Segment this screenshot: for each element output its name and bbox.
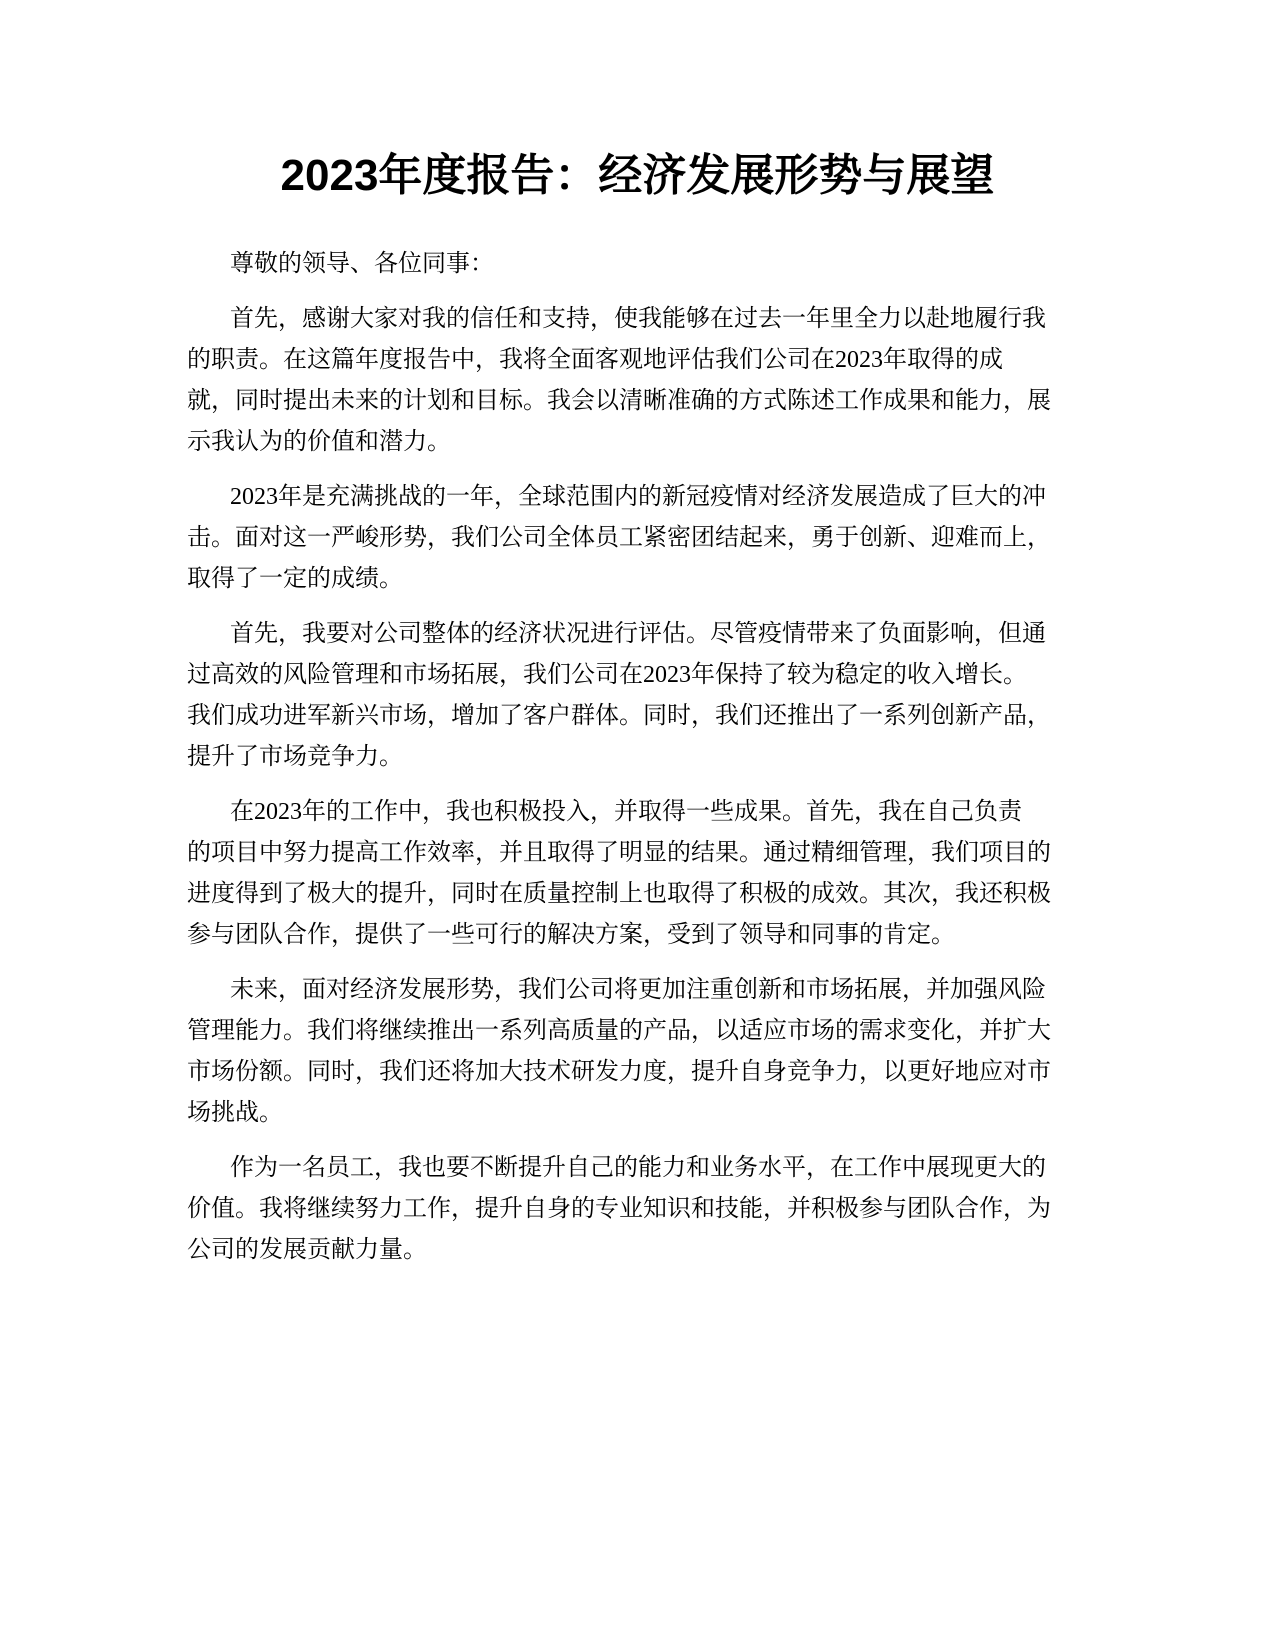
paragraph-1 bbox=[187, 299, 1087, 463]
paragraph-line: 进度得到了极大的提升，同时在质量控制上也取得了积极的成效。其次，我还积极 bbox=[187, 881, 1051, 907]
paragraph-line: 示我认为的价值和潜力。 bbox=[187, 429, 451, 455]
paragraph-line: 提升了市场竞争力。 bbox=[187, 744, 403, 770]
paragraph-6 bbox=[187, 1148, 1087, 1271]
paragraph-line: 2023年是充满挑战的一年，全球范围内的新冠疫情对经济发展造成了巨大的冲 bbox=[230, 484, 1046, 510]
paragraph-line: 首先，我要对公司整体的经济状况进行评估。尽管疫情带来了负面影响，但通 bbox=[230, 621, 1046, 647]
paragraph-3 bbox=[187, 614, 1087, 778]
paragraph-line: 公司的发展贡献力量。 bbox=[187, 1237, 427, 1263]
paragraph-line: 取得了一定的成绩。 bbox=[187, 566, 403, 592]
paragraph-line: 价值。我将继续努力工作，提升自身的专业知识和技能，并积极参与团队合作，为 bbox=[187, 1196, 1051, 1222]
paragraph-line: 就，同时提出未来的计划和目标。我会以清晰准确的方式陈述工作成果和能力，展 bbox=[187, 388, 1051, 414]
paragraph-line: 过高效的风险管理和市场拓展，我们公司在2023年保持了较为稳定的收入增长。 bbox=[187, 662, 1027, 688]
paragraph-line: 击。面对这一严峻形势，我们公司全体员工紧密团结起来，勇于创新、迎难而上， bbox=[187, 525, 1051, 551]
paragraph-line: 在2023年的工作中，我也积极投入，并取得一些成果。首先，我在自己负责 bbox=[230, 799, 1022, 825]
paragraph-line: 作为一名员工，我也要不断提升自己的能力和业务水平，在工作中展现更大的 bbox=[230, 1155, 1046, 1181]
paragraph-4 bbox=[187, 792, 1087, 956]
paragraph-5 bbox=[187, 970, 1087, 1134]
salutation: 尊敬的领导、各位同事： bbox=[230, 251, 494, 277]
document-title: 2023年度报告：经济发展形势与展望 bbox=[280, 151, 995, 200]
paragraph-line: 管理能力。我们将继续推出一系列高质量的产品，以适应市场的需求变化，并扩大 bbox=[187, 1018, 1051, 1044]
paragraph-line: 我们成功进军新兴市场，增加了客户群体。同时，我们还推出了一系列创新产品， bbox=[187, 703, 1051, 729]
paragraph-line: 未来，面对经济发展形势，我们公司将更加注重创新和市场拓展，并加强风险 bbox=[230, 977, 1046, 1003]
paragraph-line: 市场份额。同时，我们还将加大技术研发力度，提升自身竞争力，以更好地应对市 bbox=[187, 1059, 1051, 1085]
paragraph-2 bbox=[187, 477, 1087, 600]
paragraph-line: 参与团队合作，提供了一些可行的解决方案，受到了领导和同事的肯定。 bbox=[187, 922, 955, 948]
document-body bbox=[187, 244, 1087, 1285]
paragraph-line: 的职责。在这篇年度报告中，我将全面客观地评估我们公司在2023年取得的成 bbox=[187, 347, 1003, 373]
paragraph-line: 的项目中努力提高工作效率，并且取得了明显的结果。通过精细管理，我们项目的 bbox=[187, 840, 1051, 866]
paragraph-line: 场挑战。 bbox=[187, 1100, 283, 1126]
paragraph-line: 首先，感谢大家对我的信任和支持，使我能够在过去一年里全力以赴地履行我 bbox=[230, 306, 1046, 332]
